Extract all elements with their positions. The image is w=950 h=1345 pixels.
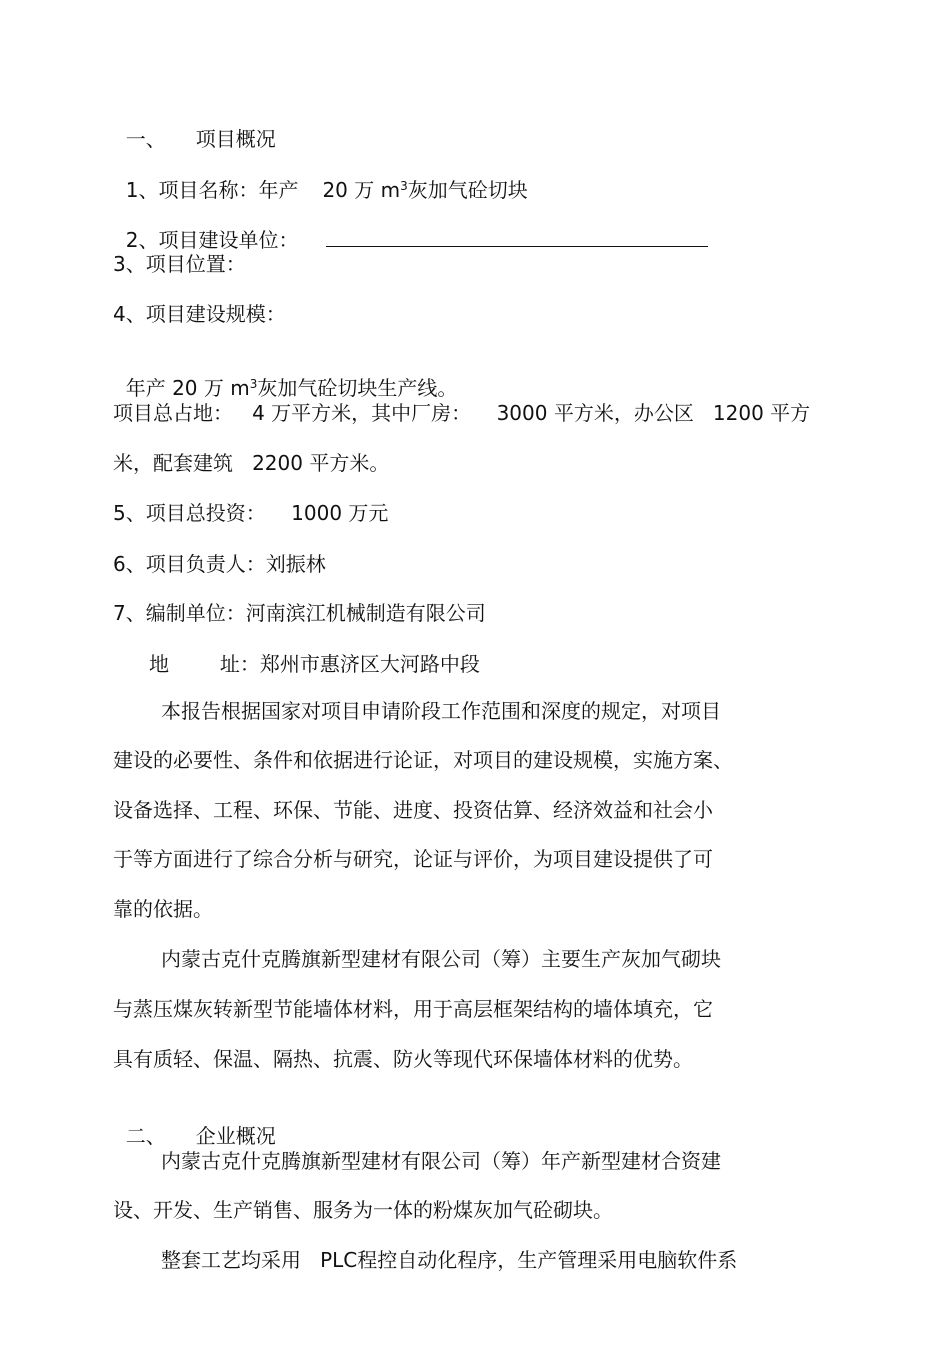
paragraph-line: 设备选择、工程、环保、节能、进度、投资估算、经济效益和社会小 xyxy=(113,798,713,822)
item-area-line2: 米，配套建筑 2200 平方米。 xyxy=(113,451,390,475)
paragraph-line: 本报告根据国家对项目申请阶段工作范围和深度的规定，对项目 xyxy=(161,699,721,723)
paragraph-line: 整套工艺均采用 PLC程控自动化程序，生产管理采用电脑软件系 xyxy=(161,1248,738,1272)
section-1-heading xyxy=(113,100,276,152)
item-area-line1: 项目总占地： 4 万平方米，其中厂房： 3000 平方米，办公区 1200 平方 xyxy=(113,401,811,425)
paragraph-line: 设、开发、生产销售、服务为一体的粉煤灰加气砼砌块。 xyxy=(113,1198,613,1222)
item-project-name: 1、项目名称：年产 20 万 $m^3$灰加气砼切块 xyxy=(125,178,528,202)
paragraph-line: 内蒙古克什克腾旗新型建材有限公司（筹）主要生产灰加气砌块 xyxy=(161,947,721,971)
blank-underline xyxy=(326,228,708,247)
paragraph-line: 于等方面进行了综合分析与研究，论证与评价，为项目建设提供了可 xyxy=(113,847,713,871)
item-leader: 6、项目负责人：刘振林 xyxy=(113,552,326,576)
item-build-unit: 2、项目建设单位： xyxy=(113,201,708,253)
section-number: 二、 xyxy=(125,1124,166,1148)
item-scale-label: 4、项目建设规模： xyxy=(113,302,286,326)
item-investment: 5、项目总投资： 1000 万元 xyxy=(113,501,389,525)
paragraph-line: 靠的依据。 xyxy=(113,897,213,921)
section-title: 企业概况 xyxy=(195,1124,276,1148)
paragraph-line: 与蒸压煤灰转新型节能墙体材料，用于高层框架结构的墙体填充，它 xyxy=(113,997,713,1021)
item-organization: 7、编制单位：河南滨江机械制造有限公司 xyxy=(113,601,486,625)
section-2-heading xyxy=(113,1097,276,1149)
section-title: 项目概况 xyxy=(195,127,276,151)
paragraph-line: 内蒙古克什克腾旗新型建材有限公司（筹）年产新型建材合资建 xyxy=(161,1149,721,1173)
item-address: 地 址：郑州市惠济区大河路中段 xyxy=(149,652,480,676)
paragraph-line: 具有质轻、保温、隔热、抗震、防火等现代环保墙体材料的优势。 xyxy=(113,1047,693,1071)
section-number: 一、 xyxy=(125,127,166,151)
item-scale: 年产 20 万 $m^3$灰加气砼切块生产线。 xyxy=(125,376,458,400)
item-location: 3、项目位置： xyxy=(113,252,246,276)
paragraph-line: 建设的必要性、条件和依据进行论证，对项目的建设规模，实施方案、 xyxy=(113,748,733,772)
